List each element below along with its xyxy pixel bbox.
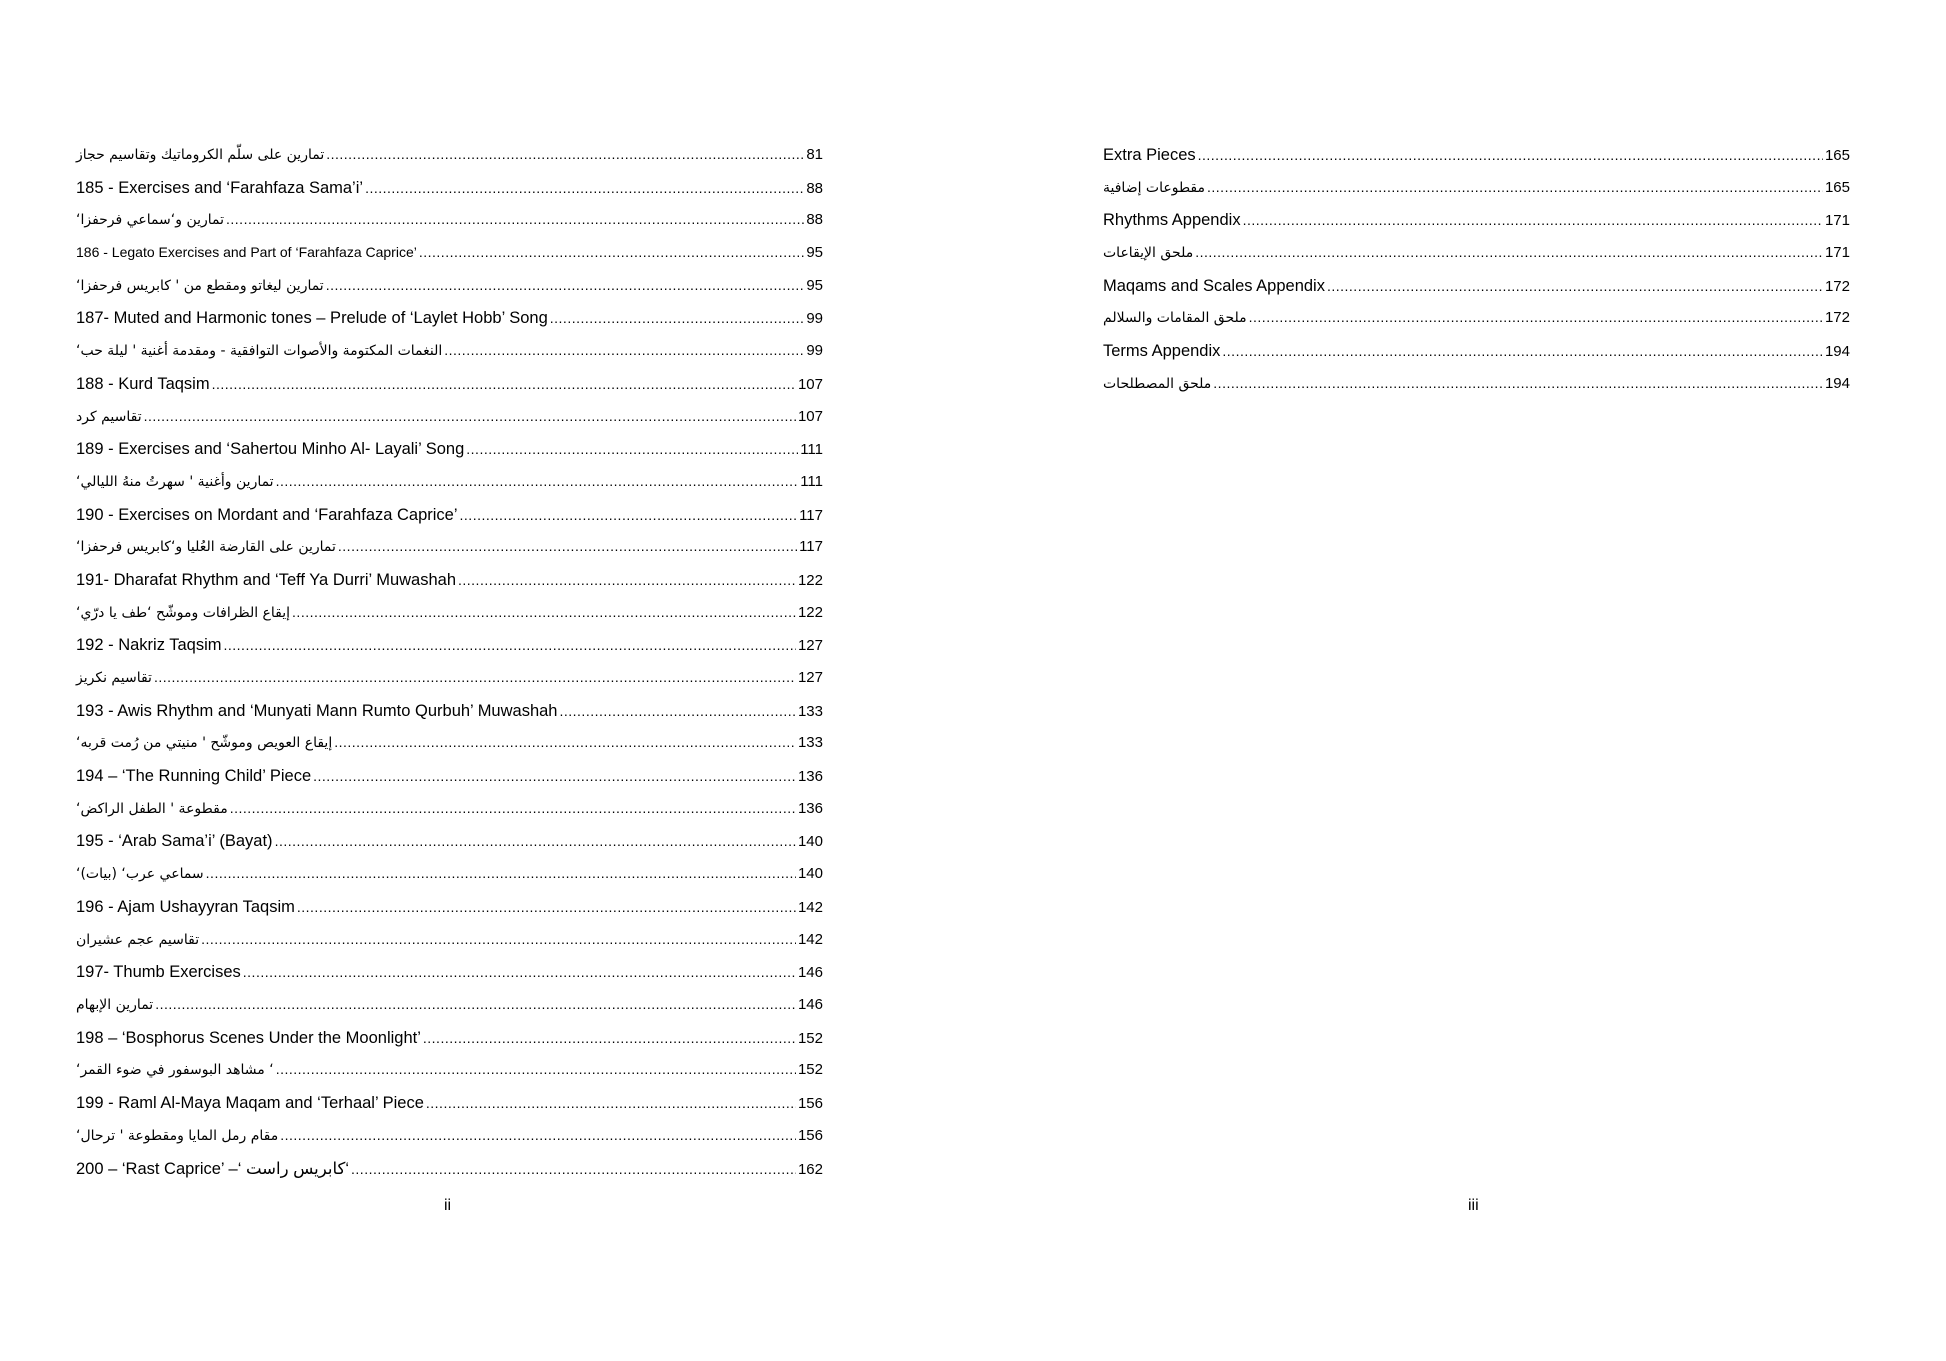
toc-entry-page: 142 — [797, 930, 823, 948]
toc-entry-page: 127 — [797, 669, 823, 686]
toc-entry[interactable] — [76, 146, 823, 179]
dot-leader — [297, 899, 796, 915]
toc-entry-title: 189 - Exercises and ‘Sahertou Minho Al- Layali’ Song — [76, 440, 465, 459]
toc-entry-page: 194 — [1824, 374, 1850, 392]
dot-leader — [1327, 278, 1823, 294]
dot-leader — [444, 342, 804, 358]
dot-leader — [230, 800, 796, 816]
toc-entry-title: Terms Appendix — [1103, 342, 1221, 361]
toc-entry-page: 156 — [797, 1126, 823, 1144]
toc-entry-title: 192 - Nakriz Taqsim — [76, 636, 222, 655]
toc-entry-title: ‘ مشاهد البوسفور في ضوء القمر‘ — [76, 1062, 274, 1079]
dot-leader — [550, 310, 805, 326]
toc-entry-page: 88 — [806, 179, 823, 197]
toc-entry[interactable] — [76, 734, 823, 767]
toc-entry-page: 146 — [797, 995, 823, 1013]
toc-entry-title: تقاسيم كرد — [76, 408, 142, 425]
dot-leader — [276, 473, 799, 489]
dot-leader — [559, 703, 795, 719]
toc-entry-page: 111 — [800, 441, 823, 459]
toc-entry-title: تمارين الإبهام — [76, 996, 154, 1013]
toc-entry[interactable] — [76, 702, 823, 735]
dot-leader — [1243, 212, 1823, 228]
toc-entry-title: 194 – ‘The Running Child’ Piece — [76, 767, 312, 786]
dot-leader — [1207, 179, 1823, 195]
toc-entry[interactable] — [76, 538, 823, 571]
toc-entry[interactable] — [76, 342, 823, 375]
toc-entry-title: سماعي عرب‘ (بيات)‘ — [76, 866, 204, 883]
toc-entry[interactable] — [76, 571, 823, 604]
toc-list-right — [1103, 146, 1850, 408]
toc-entry-page: 140 — [797, 833, 823, 851]
dot-leader — [206, 865, 796, 881]
toc-entry[interactable] — [1103, 342, 1850, 375]
dot-leader — [458, 572, 796, 588]
toc-entry-page: 133 — [797, 702, 823, 720]
toc-entry[interactable] — [1103, 277, 1850, 310]
toc-entry-title: ملحق المقامات والسلالم — [1103, 310, 1247, 327]
toc-entry-page: 107 — [797, 407, 823, 425]
toc-entry[interactable] — [1103, 244, 1850, 277]
toc-entry-page: 111 — [800, 472, 823, 490]
dot-leader — [201, 931, 796, 947]
toc-entry-page: 165 — [1824, 147, 1850, 164]
toc-entry[interactable] — [76, 473, 823, 506]
toc-entry-page: 136 — [797, 768, 823, 786]
dot-leader — [1195, 244, 1823, 260]
toc-entry-page: 142 — [797, 898, 823, 916]
toc-entry[interactable] — [76, 179, 823, 212]
toc-entry-page: 194 — [1824, 343, 1850, 361]
toc-entry-page: 107 — [797, 375, 823, 393]
toc-entry-page: 117 — [799, 506, 823, 524]
toc-entry-title: 185 - Exercises and ‘Farahfaza Sama’i’ — [76, 178, 364, 197]
toc-entry-title: Rhythms Appendix — [1103, 211, 1241, 230]
toc-entry[interactable] — [76, 996, 823, 1029]
toc-entry[interactable] — [76, 1159, 823, 1192]
toc-entry-page: 152 — [797, 1061, 823, 1079]
toc-entry-title: Extra Pieces — [1103, 146, 1196, 164]
toc-entry-title: إيقاع العويص وموشّح ' منيتي من رُمت قربه‘ — [76, 735, 333, 752]
toc-entry[interactable] — [76, 767, 823, 800]
toc-entry[interactable] — [76, 309, 823, 342]
toc-entry-title: تمارين و‘سماعي فرحفزا‘ — [76, 212, 225, 229]
toc-entry-title: 197- Thumb Exercises — [76, 963, 241, 982]
toc-entry-title: ملحق المصطلحات — [1103, 375, 1212, 392]
dot-leader — [212, 376, 796, 392]
dot-leader — [243, 964, 796, 980]
toc-entry[interactable] — [76, 375, 823, 408]
toc-entry-page: 172 — [1824, 277, 1850, 295]
toc-entry-title: ملحق الإيقاعات — [1103, 245, 1194, 262]
dot-leader — [326, 146, 804, 162]
dot-leader — [275, 833, 796, 849]
toc-entry[interactable] — [76, 963, 823, 996]
toc-entry-title: 196 - Ajam Ushayyran Taqsim — [76, 897, 295, 916]
dot-leader — [423, 1030, 796, 1046]
toc-entry[interactable] — [1103, 146, 1850, 179]
toc-entry[interactable] — [76, 211, 823, 244]
toc-entry-page: 136 — [797, 799, 823, 817]
dot-leader — [292, 604, 796, 620]
toc-entry-page: 127 — [797, 637, 823, 655]
toc-entry[interactable] — [76, 1061, 823, 1094]
toc-entry-page: 165 — [1824, 178, 1850, 196]
dot-leader — [338, 538, 797, 554]
toc-entry[interactable] — [1103, 211, 1850, 244]
toc-entry-page: 95 — [806, 276, 823, 294]
toc-entry[interactable] — [76, 440, 823, 473]
toc-entry[interactable] — [76, 277, 823, 310]
toc-entry-title: تمارين على سلّم الكروماتيك وتقاسيم حجاز — [76, 147, 325, 163]
toc-entry-page: 99 — [806, 310, 823, 328]
toc-entry-title: 191- Dharafat Rhythm and ‘Teff Ya Durri’ Muwashah — [76, 570, 456, 589]
toc-entry-page: 172 — [1824, 309, 1850, 327]
dot-leader — [280, 1127, 796, 1143]
toc-entry-title: 198 – ‘Bosphorus Scenes Under the Moonlight’ — [76, 1028, 421, 1047]
toc-entry-title: 190 - Exercises on Mordant and ‘Farahfaza Caprice’ — [76, 505, 458, 524]
toc-entry-page: 171 — [1824, 244, 1850, 262]
toc-entry[interactable] — [76, 832, 823, 865]
toc-entry-page: 95 — [806, 244, 823, 262]
toc-entry-title: تقاسيم عجم عشيران — [76, 931, 200, 948]
toc-entry[interactable] — [76, 1127, 823, 1160]
toc-entry[interactable] — [76, 506, 823, 539]
right-page — [973, 0, 1946, 1361]
dot-leader — [419, 244, 804, 260]
dot-leader — [155, 996, 796, 1012]
dot-leader — [154, 669, 796, 685]
dot-leader — [326, 277, 805, 293]
toc-entry-title: تمارين على القارضة العُليا و‘كابريس فرحفزا‘ — [76, 539, 336, 556]
toc-entry-title: 186 - Legato Exercises and Part of ‘Farahfaza Caprice’ — [76, 244, 417, 261]
dot-leader — [1213, 375, 1823, 391]
dot-leader — [144, 408, 796, 424]
toc-entry-title: مقطوعة ' الطفل الراكض‘ — [76, 800, 228, 817]
toc-entry[interactable] — [76, 244, 823, 277]
toc-entry-title: تمارين ليغاتو ومقطع من ' كابريس فرحفزا‘ — [76, 277, 324, 294]
toc-entry[interactable] — [76, 931, 823, 964]
toc-entry-title: تمارين وأغنية ' سهرتُ منهُ الليالي‘ — [76, 473, 274, 490]
toc-entry-title: مقطوعات إضافية — [1103, 179, 1206, 196]
toc-entry[interactable] — [1103, 375, 1850, 408]
toc-entry-title: إيقاع الظرافات وموشّح ‘طف يا درّي‘ — [76, 604, 291, 621]
toc-entry[interactable] — [1103, 179, 1850, 212]
page-number-right: iii — [1468, 1197, 1479, 1214]
toc-entry-page: 122 — [797, 571, 823, 589]
toc-entry[interactable] — [76, 1029, 823, 1062]
toc-entry[interactable] — [76, 408, 823, 441]
toc-entry-title: النغمات المكتومة والأصوات التوافقية - ومقدمة أغنية ' ليلة حب‘ — [76, 343, 443, 360]
dot-leader — [351, 1161, 796, 1177]
toc-entry-page: 99 — [806, 342, 823, 360]
dot-leader — [224, 637, 796, 653]
toc-entry-title: 195 - ‘Arab Sama’i’ (Bayat) — [76, 832, 273, 851]
toc-entry-page: 146 — [797, 964, 823, 982]
toc-entry-page: 81 — [806, 146, 823, 163]
toc-entry-page: 122 — [797, 603, 823, 621]
toc-entry-page: 140 — [797, 865, 823, 883]
page-number-left: ii — [444, 1197, 452, 1214]
toc-entry-page: 88 — [806, 211, 823, 229]
toc-entry-page: 171 — [1824, 212, 1850, 230]
toc-entry[interactable] — [1103, 309, 1850, 342]
toc-entry-page: 117 — [799, 538, 823, 556]
toc-entry-page: 162 — [797, 1161, 823, 1179]
dot-leader — [460, 507, 798, 523]
toc-entry-page: 152 — [797, 1029, 823, 1047]
dot-leader — [334, 734, 796, 750]
toc-entry-title: 188 - Kurd Taqsim — [76, 374, 210, 393]
toc-entry-title: Maqams and Scales Appendix — [1103, 276, 1325, 295]
toc-entry-page: 133 — [797, 734, 823, 752]
dot-leader — [226, 211, 804, 227]
toc-entry[interactable] — [76, 669, 823, 702]
dot-leader — [276, 1061, 796, 1077]
toc-entry[interactable] — [76, 636, 823, 669]
toc-entry-title: مقام رمل المايا ومقطوعة ' ترحال‘ — [76, 1127, 279, 1144]
toc-entry-title: 187- Muted and Harmonic tones – Prelude of ‘Laylet Hobb’ Song — [76, 309, 548, 328]
dot-leader — [1249, 309, 1823, 325]
dot-leader — [365, 180, 804, 196]
toc-entry-page: 156 — [797, 1094, 823, 1112]
dot-leader — [1222, 343, 1823, 359]
toc-entry[interactable] — [76, 800, 823, 833]
toc-entry[interactable] — [76, 898, 823, 931]
toc-entry[interactable] — [76, 604, 823, 637]
toc-entry-title: 199 - Raml Al-Maya Maqam and ‘Terhaal’ Piece — [76, 1093, 424, 1112]
toc-entry-title: تقاسيم نكريز — [76, 670, 152, 686]
toc-entry[interactable] — [76, 1094, 823, 1127]
dot-leader — [1198, 147, 1823, 163]
toc-entry[interactable] — [76, 865, 823, 898]
toc-list-left — [76, 146, 823, 1192]
toc-entry-title: 193 - Awis Rhythm and ‘Munyati Mann Rumto Qurbuh’ Muwashah — [76, 701, 558, 720]
dot-leader — [313, 768, 796, 784]
dot-leader — [426, 1095, 796, 1111]
toc-entry-title: 200 – ‘Rast Caprice’ –‘ كابريس راست‘ — [76, 1160, 350, 1179]
dot-leader — [466, 441, 798, 457]
